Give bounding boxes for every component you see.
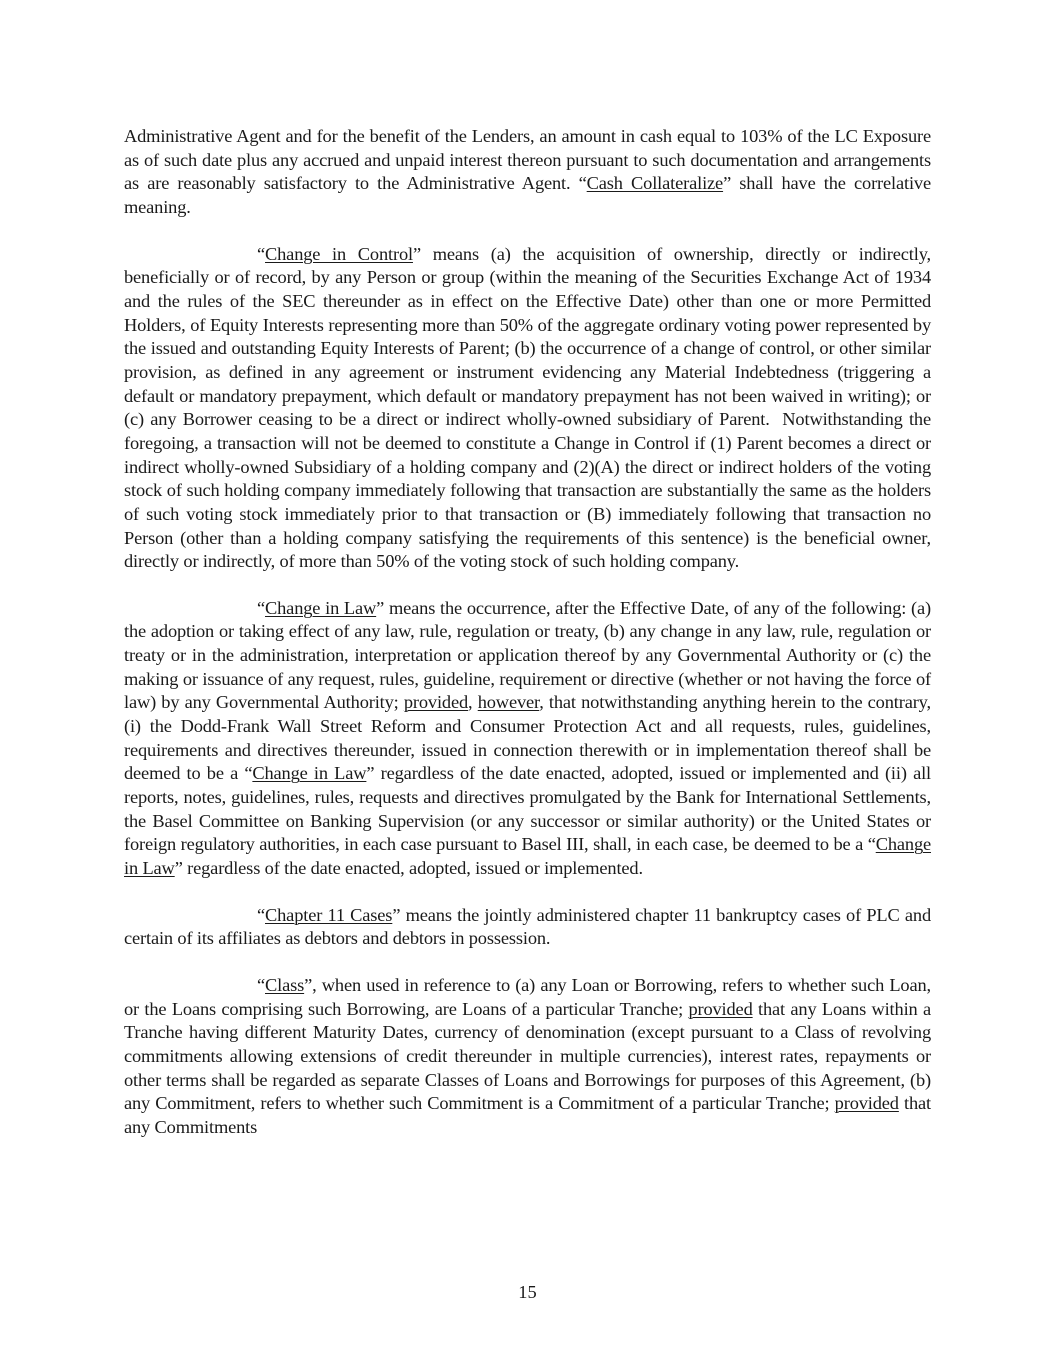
underlined-provided: provided (403, 692, 469, 713)
defined-term-change-in-law: Change in Law (265, 597, 377, 618)
text-segment: that any Loans within a Tranche having different Maturity Dates, currency of denomination (except pursuant to a Class of revolving commitments allowing extensions of credit thereunder in multiple currencies), interest rates, repayments or other terms shall be regarded as separate Classes of Loans and Borrowings for purposes of this Agreement, (b) any Commitment, refers to whether such Commitment is a Commitment of a particular Tranche; (124, 998, 931, 1114)
defined-term-change-in-law-ref: Change in Law (124, 834, 931, 879)
paragraph-class (124, 974, 931, 1140)
defined-term-change-in-law-ref: Change in Law (252, 763, 367, 784)
text-segment: , (468, 692, 478, 713)
defined-term-cash-collateralize: Cash Collateralize (586, 173, 724, 194)
text-segment: ” means (a) the acquisition of ownership, directly or indirectly, beneficially or of record, by any Person or group (within the meaning of the Securities Exchange Act of 1934 and the rules of the SEC thereunder as in effect on the Effective Date) other than one or more Permitted Holders, of Equity Interests representing more than 50% of the aggregate ordinary voting power represented by the issued and outstanding Equity Interests of Parent; (b) the occurrence of a change of control, or other similar provision, as defined in any agreement or instrument evidencing any Material Indebtedness (triggering a default or mandatory prepayment, which default or mandatory prepayment has not been waived in writing); or (c) any Borrower ceasing to be a direct or indirect wholly-owned subsidiary of Parent. Notwithstanding the foregoing, a transaction will not be deemed to constitute a Change in Control if (1) Parent becomes a direct or indirect wholly-owned Subsidiary of a holding company and (2)(A) the direct or indirect holders of the voting stock of such holding company immediately following that transaction are substantially the same as the holders of such voting stock immediately prior to that transaction or (B) immediately following that transaction no Person (other than a holding company satisfying the requirements of this sentence) is the beneficial owner, directly or indirectly, of more than 50% of the voting stock of such holding company. (124, 243, 931, 572)
underlined-provided: provided (688, 998, 753, 1019)
page-number: 15 (518, 1282, 537, 1302)
text-segment: Administrative Agent and for the benefit of the Lenders, an amount in cash equal to 103% of the LC Exposure as of such date plus any accrued and unpaid interest thereon pursuant to such documentation and arrangements as are reasonably satisfactory to the Administrative Agent. “ (124, 126, 931, 194)
text-segment: “ (257, 243, 266, 264)
text-segment: , that notwithstanding anything herein to the contrary, (i) the Dodd-Frank Wall Street Reform and Consumer Protection Act and all requests, rules, guidelines, requirements and directives thereunder, issued in connection therewith or in implementation thereof shall be deemed to be a “ (124, 692, 931, 784)
paragraph-change-in-control (124, 243, 931, 574)
paragraph-chapter-11-cases (124, 904, 931, 951)
document-page (124, 125, 931, 1163)
text-segment: ”, when used in reference to (a) any Loan or Borrowing, refers to whether such Loan, or the Loans comprising such Borrowing, are Loans of a particular Tranche; (124, 975, 931, 1019)
underlined-however: however (477, 692, 540, 713)
paragraph-cash-collateral-continuation (124, 125, 931, 220)
text-segment: ” means the jointly administered chapter 11 bankruptcy cases of PLC and certain of its affiliates as debtors and debtors in possession. (124, 904, 931, 949)
text-segment: ” shall have the correlative meaning. (124, 173, 931, 217)
text-segment: ” regardless of the date enacted, adopted, issued or implemented and (ii) all reports, notes, guidelines, rules, requests and directives promulgated by the Bank for International Settlements, the Basel Committee on Banking Supervision (or any successor or similar authority) or the United States or foreign regulatory authorities, in each case pursuant to Basel III, shall, in each case, be deemed to be a “ (124, 763, 932, 855)
text-segment: that any Commitments (124, 1093, 931, 1137)
text-segment: ” regardless of the date enacted, adopted, issued or implemented. (174, 858, 643, 879)
defined-term-change-in-control: Change in Control (265, 243, 413, 264)
defined-term-chapter-11-cases: Chapter 11 Cases (265, 904, 393, 925)
paragraph-change-in-law (124, 597, 931, 881)
underlined-provided: provided (834, 1093, 899, 1114)
defined-term-class: Class (265, 975, 305, 995)
text-segment: ” means the occurrence, after the Effective Date, of any of the following: (a) the adoption or taking effect of any law, rule, regulation or treaty, (b) any change in any law, rule, regulation or treaty or in the administration, interpretation or application thereof by any Governmental Authority or (c) the making or issuance of any request, rules, guideline, requirement or directive (whether or not having the force of law) by any Governmental Authority; (124, 597, 932, 713)
text-segment: “ (257, 975, 266, 995)
text-segment: “ (257, 904, 266, 925)
text-segment: “ (257, 597, 266, 618)
